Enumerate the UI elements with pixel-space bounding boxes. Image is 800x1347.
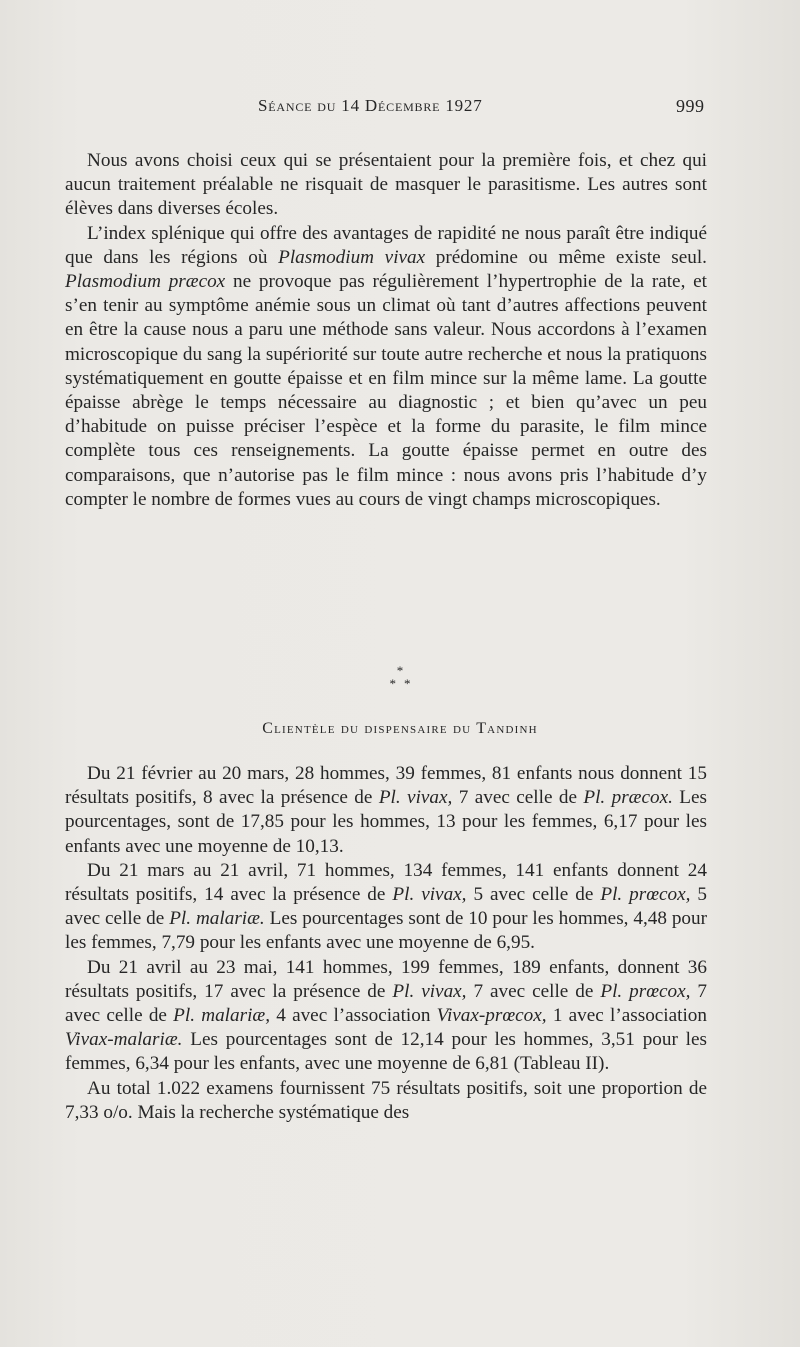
text-block-intro: [65, 149, 707, 512]
species-name: Pl. prœcox,: [600, 980, 691, 1002]
paragraph-april-may: [65, 956, 707, 1077]
text-run: 7 avec celle de: [65, 980, 708, 1027]
text-run: Du 21 mars au 21 avril, 71 hommes, 134 femmes, 141 enfants donnent 24 résultats positifs, 14 avec la présence de: [65, 859, 707, 906]
paragraph-text: Nous avons choisi ceux qui se présentaient pour la première fois, et chez qui aucun traitement préalable ne risquait de masquer le parasitisme. Les autres sont élèves dans diverses écoles.: [65, 150, 707, 220]
section-heading: Clientèle du dispensaire du Tandinh: [262, 720, 538, 737]
paragraph-march-april: [65, 859, 707, 956]
text-run: 7 avec celle de: [466, 980, 601, 1002]
text-run: 7 avec celle de: [452, 787, 584, 809]
paragraph-selection: [65, 149, 707, 222]
page-number: 999: [676, 96, 705, 116]
species-name: Pl. malariæ.: [169, 908, 265, 930]
text-run: 1 avec l’association: [546, 1005, 707, 1027]
page-header: [0, 96, 800, 126]
text-block-dispensary: [65, 762, 707, 1125]
paragraph-text: Au total 1.022 examens fournissent 75 résultats positifs, soit une proportion de 7,33 o/o. Mais la recherche systématique des: [65, 1077, 707, 1123]
species-name: Plasmodium vivax: [278, 246, 426, 268]
species-name: Vivax-malariæ.: [65, 1029, 183, 1051]
text-run: ne provoque pas régulièrement l’hypertrophie de la rate, et s’en tenir au symptôme anémie sous un climat où tant d’autres affections peuvent en être la cause nous a paru une méthode sans valeur. Nous accordons à l’examen microscopique du sang la supériorité sur toute autre recherche et nous la pratiquons systématiquement en goutte épaisse et en film mince sur la même lame. La goutte épaisse abrège le temps nécessaire au diagnostic ; et bien qu’avec un peu d’habitude on puisse préciser l’espèce et la forme du parasite, le film mince complète tous ces renseignements. La goutte épaisse permet en outre des comparaisons, que n’autorise pas le film mince : nous avons pris l’habitude d’y compter le nombre de formes vues au cours de vingt champs microscopiques.: [65, 271, 707, 510]
asterism-top: *: [396, 663, 404, 678]
running-head: Séance du 14 Décembre 1927: [258, 96, 483, 115]
text-run: Les pourcentages, sont de 17,85 pour les hommes, 13 pour les femmes, 6,17 pour les enfants avec une moyenne de 10,13.: [65, 787, 707, 857]
species-name: Pl. vivax,: [392, 884, 467, 906]
text-run: Les pourcentages sont de 10 pour les hommes, 4,48 pour les femmes, 7,79 pour les enfants avec une moyenne de 6,95.: [65, 908, 708, 954]
paragraph-total: [65, 1077, 707, 1125]
text-run: Du 21 février au 20 mars, 28 hommes, 39 femmes, 81 enfants nous donnent 15 résultats positifs, 8 avec la présence de: [65, 763, 707, 809]
text-run: Du 21 avril au 23 mai, 141 hommes, 199 femmes, 189 enfants, donnent 36 résultats positifs, 17 avec la présence de: [65, 956, 707, 1002]
species-name: Pl. vivax,: [392, 980, 467, 1002]
text-run: 5 avec celle de: [466, 884, 601, 906]
text-run: prédomine ou même existe seul.: [425, 246, 707, 268]
paragraph-february-march: [65, 762, 707, 859]
species-name: Pl. præcox.: [583, 787, 673, 809]
asterism-bottom: **: [389, 676, 419, 691]
species-name: Pl. malariæ,: [173, 1005, 271, 1027]
species-name: Pl. vivax,: [378, 787, 453, 809]
asterism-separator: [0, 664, 800, 690]
species-name: Vivax-prœcox,: [436, 1005, 547, 1027]
text-run: L’index splénique qui offre des avantages de rapidité ne nous paraît être indiqué que dans les régions où: [65, 222, 707, 268]
species-name: Plasmodium præcox: [65, 271, 226, 293]
species-name: Pl. prœcox,: [600, 884, 691, 906]
text-run: Les pourcentages sont de 12,14 pour les hommes, 3,51 pour les femmes, 6,34 pour les enfants, avec une moyenne de 6,81 (Tableau II).: [65, 1029, 707, 1075]
text-run: 5 avec celle de: [65, 884, 708, 930]
paragraph-splenic-index: [65, 222, 707, 512]
text-run: 4 avec l’association: [270, 1005, 437, 1027]
